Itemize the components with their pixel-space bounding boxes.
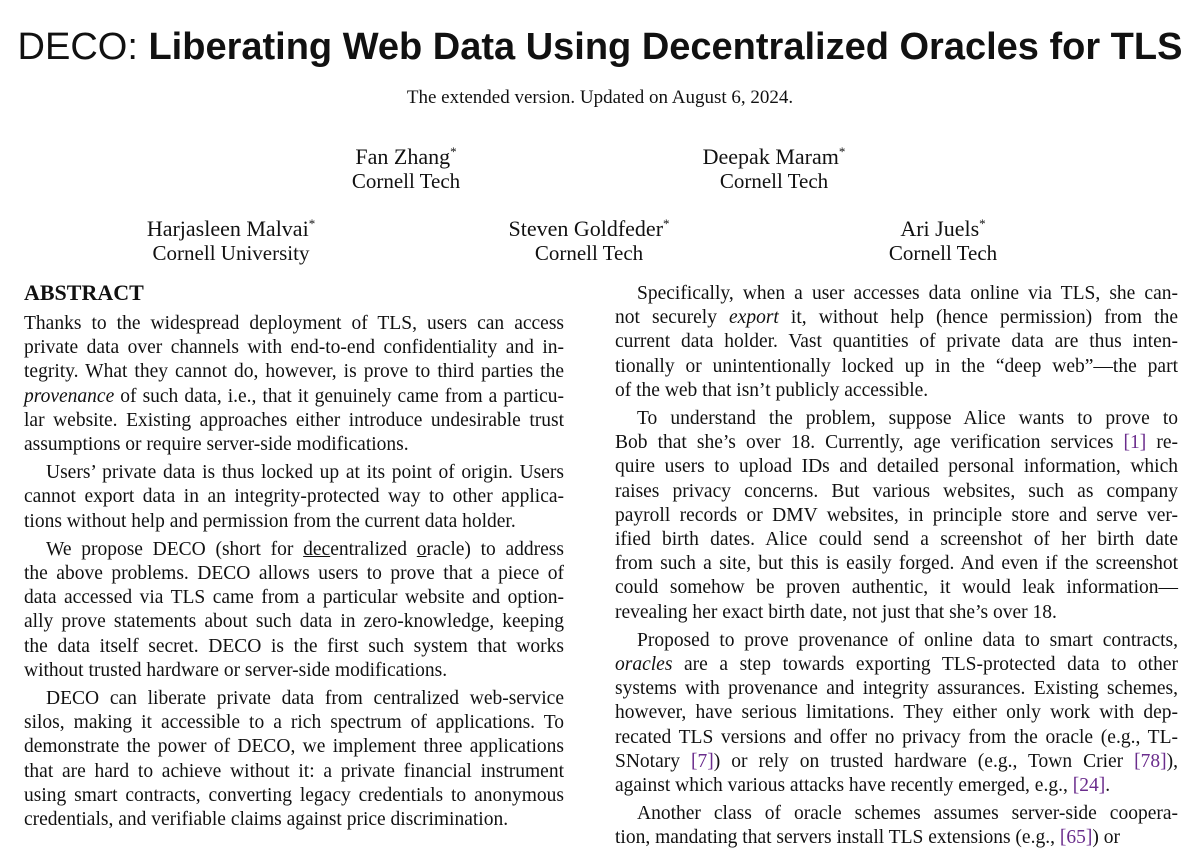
text-line: raises privacy concerns. But various websites, such as company (615, 480, 1178, 502)
author-affiliation: Cornell Tech (719, 169, 829, 193)
underlined-text: o (416, 538, 427, 560)
paragraph (615, 802, 1178, 850)
text-segment: tion, mandating that servers install TLS extensions (e.g., (615, 827, 1060, 849)
left-column (24, 280, 564, 836)
text-line: without trusted hardware or server-side modifications. (24, 659, 448, 681)
text-line: assumptions or require server-side modifications. (24, 434, 409, 456)
paper-title (0, 24, 1200, 70)
text-segment: ), (1166, 750, 1178, 772)
paragraph (24, 687, 564, 832)
text-line: that are hard to achieve without it: a private financial instrument (24, 760, 564, 782)
text-line: DECO can liberate private data from centralized web-service (46, 688, 564, 710)
author-affiliation: Cornell Tech (888, 241, 998, 265)
citation-link[interactable]: [65] (1059, 827, 1093, 849)
right-column (615, 282, 1178, 855)
author-name: Ari Juels* (900, 216, 986, 241)
text-line: current data holder. Vast quantities of private data are thus inten- (615, 331, 1178, 353)
paragraph (615, 282, 1178, 403)
text-line: data accessed via TLS came from a particular website and option- (24, 587, 564, 609)
text-line: quire users to upload IDs and detailed personal information, which (615, 456, 1178, 478)
emphasis-text: provenance (24, 385, 115, 407)
text-line: of the web that isn’t publicly accessible. (615, 379, 929, 401)
text-segment: . (1105, 775, 1111, 797)
paragraph (615, 407, 1178, 625)
text-line: credentials, and verifiable claims against price discrimination. (24, 809, 509, 831)
author-affiliation: Cornell University (152, 241, 310, 265)
author-block (614, 139, 934, 193)
text-line: silos, making it accessible to a rich spectrum of applications. To (24, 712, 564, 734)
text-line: cannot export data in an integrity-protected way to other applica- (24, 486, 564, 508)
text-line: Specifically, when a user accesses data online via TLS, she can- (637, 283, 1178, 304)
author-name: Fan Zhang* (355, 144, 457, 169)
abstract-heading: ABSTRACT (24, 280, 144, 305)
text-line: the above problems. DECO allows users to prove that a piece of (24, 563, 564, 585)
text-line: To understand the problem, suppose Alice wants to prove to (637, 408, 1178, 430)
text-segment: are a step towards exporting TLS-protected data to other (672, 654, 1178, 676)
text-line (615, 431, 1178, 455)
emphasis-text: oracles (615, 654, 673, 676)
text-line: Thanks to the widespread deployment of TLS, users can access (24, 313, 564, 334)
text-line (24, 385, 564, 409)
author-affiliation: Cornell Tech (534, 241, 644, 265)
text-line: Proposed to prove provenance of online data to smart contracts, (637, 629, 1178, 651)
text-segment: not securely (615, 307, 730, 329)
text-segment: entralized (330, 538, 417, 560)
paragraph (615, 629, 1178, 798)
author-block (71, 211, 391, 265)
text-line: could somehow be proven authentic, it would leak information— (615, 577, 1178, 599)
text-line: ally prove statements about such data in zero-knowledge, keeping (24, 611, 564, 633)
text-line: from such a site, but this is easily forged. And even if the screenshot (615, 553, 1178, 575)
author-name: Harjasleen Malvai* (146, 216, 316, 241)
text-line: systems with provenance and integrity assurances. Existing schemes, (615, 678, 1178, 700)
text-line (615, 750, 1178, 774)
text-line: tions without help and permission from the current data holder. (24, 510, 516, 532)
text-segment: ) or rely on trusted hardware (e.g., Town Crier (713, 750, 1135, 772)
text-line: using smart contracts, converting legacy credentials to anonymous (24, 784, 564, 806)
emphasis-text: export (729, 307, 779, 329)
text-line (615, 826, 1178, 850)
text-line: Another class of oracle schemes assumes server-side coopera- (637, 803, 1178, 825)
text-segment: racle) to address (426, 538, 564, 560)
text-line: however, have serious limitations. They either only work with dep- (615, 702, 1178, 724)
paper-subtitle: The extended version. Updated on August 6, 2024. (406, 87, 794, 108)
text-line: ified birth dates. Alice could send a screenshot of her birth date (615, 529, 1178, 551)
citation-link[interactable]: [24] (1072, 775, 1106, 797)
text-line: private data over channels with end-to-end confidentiality and in- (24, 337, 564, 359)
text-segment: of such data, i.e., that it genuinely came from a particu- (114, 385, 564, 407)
paragraph (24, 312, 564, 457)
text-line: Users’ private data is thus locked up at its point of origin. Users (46, 462, 564, 484)
author-block (783, 211, 1103, 265)
text-line (24, 538, 564, 562)
citation-link[interactable]: [1] (1123, 432, 1147, 454)
citation-link[interactable]: [7] (690, 750, 714, 772)
text-segment: re- (1146, 432, 1178, 454)
author-block (246, 139, 566, 193)
title-short: DECO: (17, 26, 138, 68)
text-line: payroll records or DMV websites, in principle store and serve ver- (615, 504, 1178, 526)
paragraph (24, 538, 564, 683)
text-line: demonstrate the power of DECO, we implement three applications (24, 736, 564, 758)
text-line: tionally or unintentionally locked up in the “deep web”—the part (615, 355, 1178, 377)
text-line: recated TLS versions and offer no privacy from the oracle (e.g., TL- (615, 726, 1178, 748)
title-main: Liberating Web Data Using Decentralized Oracles for TLS (148, 26, 1183, 68)
text-line: lar website. Existing approaches either introduce undesirable trust (24, 409, 564, 431)
citation-link[interactable]: [78] (1134, 750, 1167, 772)
text-line (615, 306, 1178, 330)
text-line (615, 653, 1178, 677)
text-segment: SNotary (615, 750, 691, 772)
underlined-text: dec (303, 538, 331, 560)
author-name: Steven Goldfeder* (508, 216, 670, 241)
text-segment: it, without help (hence permission) from the (778, 307, 1178, 329)
paragraph (24, 461, 564, 534)
author-block (429, 211, 749, 265)
text-segment: We propose DECO (short for (46, 538, 304, 560)
author-affiliation: Cornell Tech (351, 169, 461, 193)
text-line: revealing her exact birth date, not just that she’s over 18. (615, 601, 1057, 623)
text-line (615, 774, 1178, 798)
text-line: tegrity. What they cannot do, however, is prove to third parties the (24, 361, 564, 383)
author-name: Deepak Maram* (702, 144, 846, 169)
text-segment: against which various attacks have recently emerged, e.g., (615, 775, 1073, 797)
text-segment: Bob that she’s over 18. Currently, age verification services (615, 432, 1124, 454)
text-segment: ) or (1092, 827, 1120, 849)
text-line: the data itself secret. DECO is the first such system that works (24, 635, 564, 657)
